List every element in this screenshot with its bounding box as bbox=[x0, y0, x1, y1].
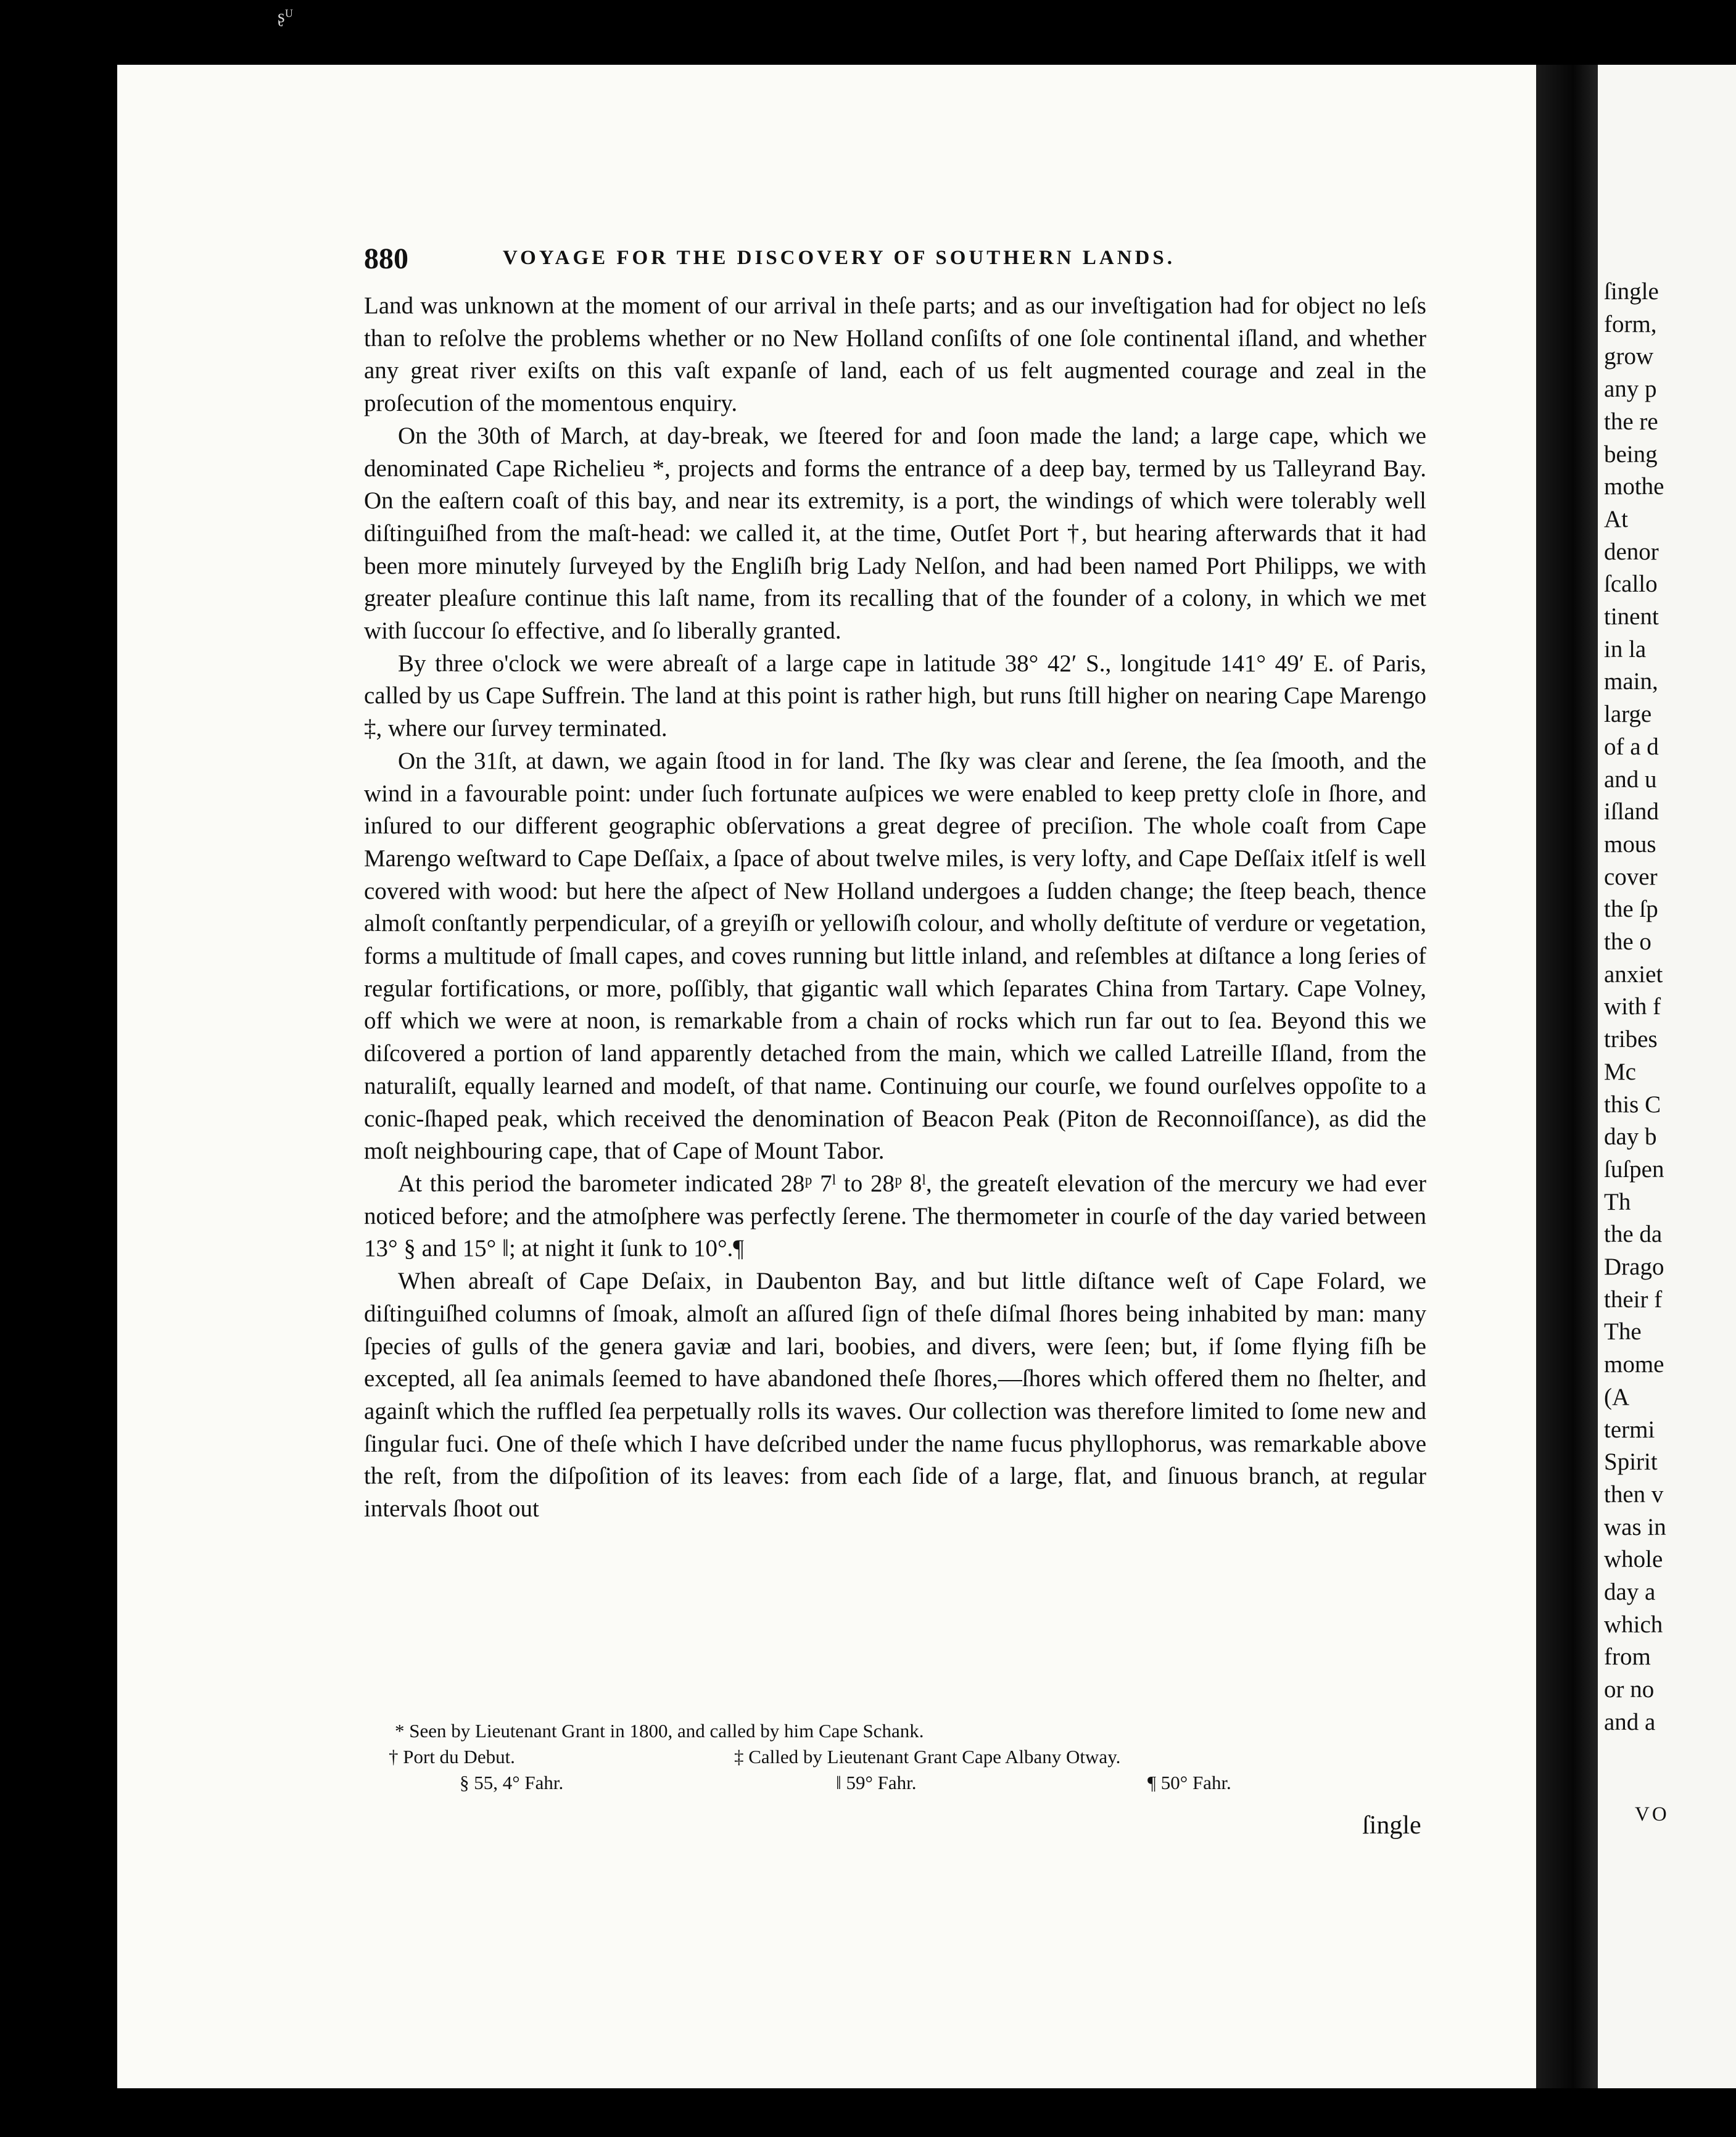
facing-page-line: tinent bbox=[1604, 603, 1659, 630]
facing-page-line: of a d bbox=[1604, 733, 1659, 760]
facing-page-line: and a bbox=[1604, 1708, 1656, 1735]
facing-page-line: form, bbox=[1604, 310, 1657, 337]
page-body bbox=[364, 290, 1426, 1526]
facing-page-line: (A bbox=[1604, 1383, 1630, 1410]
page-header bbox=[364, 242, 1425, 281]
facing-page bbox=[1598, 65, 1736, 2088]
page-number: 880 bbox=[364, 242, 408, 275]
facing-page-line: The bbox=[1604, 1318, 1642, 1345]
facing-page-line: their f bbox=[1604, 1286, 1663, 1313]
running-title: VOYAGE FOR THE DISCOVERY OF SOUTHERN LANDS. bbox=[503, 247, 1175, 269]
facing-page-line: Mc bbox=[1604, 1058, 1636, 1085]
facing-page-line: any p bbox=[1604, 376, 1657, 403]
facing-page-line: denor bbox=[1604, 538, 1659, 565]
facing-page-line: or no bbox=[1604, 1676, 1655, 1703]
paragraph: At this period the barometer indicated 28ᵖ 7ˡ to 28ᵖ 8ˡ, the greateſt elevation of the mercury we had ever noticed before; and the atmoſphere was perfectly ſerene. The thermometer in courſe of the day varied between 13° § and 15° ‖; at night it ſunk to 10°.¶ bbox=[364, 1170, 1426, 1262]
facing-page-line: At bbox=[1604, 505, 1628, 532]
facing-page-line: whole bbox=[1604, 1546, 1663, 1573]
paragraph: On the 30th of March, at day-break, we ſteered for and ſoon made the land; a large cape, which we denominated Cape Richelieu *, projects and forms the entrance of a deep bay, termed by us Talleyrand Bay. On the eaſtern coaſt of this bay, and near its extremity, is a port, the windings of which were tolerably well diſtinguiſhed from the maſt-head: we called it, at the time, Outſet Port †, but hearing afterwards that it had been more minutely ſurveyed by the Engliſh brig Lady Nelſon, and had been named Port Philipps, we with greater pleaſure continue this laſt name, from its recalling that of the founder of a colony, in which we met with ſuccour ſo effective, and ſo liberally granted. bbox=[364, 422, 1426, 645]
scan-corner-mark: ʂᵁ bbox=[278, 6, 294, 27]
facing-page-line: the da bbox=[1604, 1221, 1663, 1248]
footnote: ‖ 59° Fahr. bbox=[836, 1772, 917, 1793]
facing-page-line: ſcallo bbox=[1604, 571, 1658, 598]
facing-page-line: and u bbox=[1604, 766, 1657, 793]
facing-page-line: termi bbox=[1604, 1416, 1655, 1443]
facing-page-line: in la bbox=[1604, 635, 1647, 663]
facing-page-line: was in bbox=[1604, 1513, 1666, 1540]
facing-page-line: being bbox=[1604, 440, 1658, 468]
facing-page-line: Spirit bbox=[1604, 1449, 1658, 1476]
facing-page-line: ſuſpen bbox=[1604, 1155, 1664, 1183]
paragraph: By three o'clock we were abreaſt of a large cape in latitude 38° 42′ S., longitude 141° 49′ E. of Paris, called by us Cape Suffrein. The land at this point is rather high, but runs ſtill higher on nearing Cape Marengo ‡, where our ſurvey terminated. bbox=[364, 650, 1426, 742]
facing-page-line: grow bbox=[1604, 343, 1654, 370]
facing-page-line: main, bbox=[1604, 668, 1658, 695]
footnote: § 55, 4° Fahr. bbox=[460, 1772, 564, 1793]
catchword: ſingle bbox=[1362, 1811, 1421, 1840]
facing-page-line: which bbox=[1604, 1611, 1663, 1638]
footnote: † Port du Debut. bbox=[389, 1746, 515, 1767]
paragraph: When abreaſt of Cape Deſaix, in Daubenton Bay, and but little diſtance weſt of Cape Folard, we diſtinguiſhed columns of ſmoak, almoſt an aſſured ſign of theſe diſmal ſhores being inhabited by man: many ſpecies of gulls of the genera gaviæ and lari, boobies, and divers, were ſeen; but, if ſome flying fiſh be excepted, all ſea animals ſeemed to have abandoned theſe ſhores,—ſhores which offered them no ſhelter, and againſt which the ruffled ſea perpetually rolls its waves. Our collection was therefore limited to ſome new and ſingular fuci. One of theſe which I have deſcribed under the name fucus phyllophorus, was remarkable above the reſt, from the diſpoſition of its leaves: from each ſide of a large, flat, and ſinuous branch, at regular intervals ſhoot out bbox=[364, 1268, 1426, 1523]
facing-page-line: iſland bbox=[1604, 798, 1659, 825]
facing-page-line: tribes bbox=[1604, 1026, 1658, 1053]
facing-page-line: large bbox=[1604, 701, 1652, 728]
facing-page-line: day b bbox=[1604, 1123, 1657, 1151]
paragraph: On the 31ſt, at dawn, we again ſtood in for land. The ſky was clear and ſerene, the ſea ſmooth, and the wind in a favourable point: under ſuch fortunate auſpices we were enabled to keep pretty cloſe in ſhore, and inſured to our different geographic obſervations a great degree of preciſion. The whole coaſt from Cape Marengo weſtward to Cape Deſſaix, a ſpace of about twelve miles, is very lofty, and Cape Deſſaix itſelf is well covered with wood: but here the aſpect of New Holland undergoes a ſudden change; the ſteep beach, thence almoſt conſtantly perpendicular, of a greyiſh or yellowiſh colour, and wholly deſtitute of verdure or vegetation, forms a multitude of ſmall capes, and coves running but little inland, and reſembles at diſtance a long ſeries of regular fortifications, or more, poſſibly, that gigantic wall which ſeparates China from Tartary. Cape Volney, off which we were at noon, is remarkable from a chain of rocks which run far out to ſea. Beyond this we diſcovered a portion of land apparently detached from the main, which we called Latreille Iſland, from the naturaliſt, equally learned and modeſt, of that name. Continuing our courſe, we found ourſelves oppoſite to a conic-ſhaped peak, which received the denomination of Beacon Peak (Piton de Reconnoiſſance), as did the moſt neighbouring cape, that of Cape of Mount Tabor. bbox=[364, 747, 1426, 1165]
footnote: ‡ Called by Lieutenant Grant Cape Albany Otway. bbox=[734, 1746, 1121, 1767]
facing-page-line: mous bbox=[1604, 830, 1656, 858]
facing-page-catchword: VO bbox=[1635, 1803, 1669, 1825]
facing-page-line: the ſp bbox=[1604, 896, 1658, 923]
facing-page-line: the re bbox=[1604, 408, 1658, 435]
facing-page-line: mothe bbox=[1604, 473, 1664, 500]
facing-page-line: then v bbox=[1604, 1481, 1664, 1508]
facing-page-line: anxiet bbox=[1604, 961, 1663, 988]
facing-page-line: from bbox=[1604, 1643, 1651, 1671]
facing-page-line: this C bbox=[1604, 1091, 1661, 1118]
facing-page-line: the o bbox=[1604, 928, 1651, 955]
facing-page-line: Th bbox=[1604, 1188, 1631, 1215]
book-spine bbox=[1536, 65, 1598, 2088]
footnote: * Seen by Lieutenant Grant in 1800, and called by him Cape Schank. bbox=[395, 1720, 924, 1742]
facing-page-line: Drago bbox=[1604, 1254, 1664, 1280]
facing-page-line: cover bbox=[1604, 863, 1658, 890]
footnote: ¶ 50° Fahr. bbox=[1147, 1772, 1231, 1793]
paragraph: Land was unknown at the moment of our arrival in theſe parts; and as our inveſtigation had for object no leſs than to reſolve the problems whether or no New Holland conſiſts of one ſole continental iſland, and whether any great river exiſts on this vaſt expanſe of land, each of us felt augmented courage and zeal in the proſecution of the momentous enquiry. bbox=[364, 292, 1426, 417]
facing-page-line: day a bbox=[1604, 1579, 1656, 1605]
facing-page-line: mome bbox=[1604, 1351, 1664, 1378]
facing-page-line: with f bbox=[1604, 993, 1661, 1020]
facing-page-line: ſingle bbox=[1604, 278, 1659, 305]
